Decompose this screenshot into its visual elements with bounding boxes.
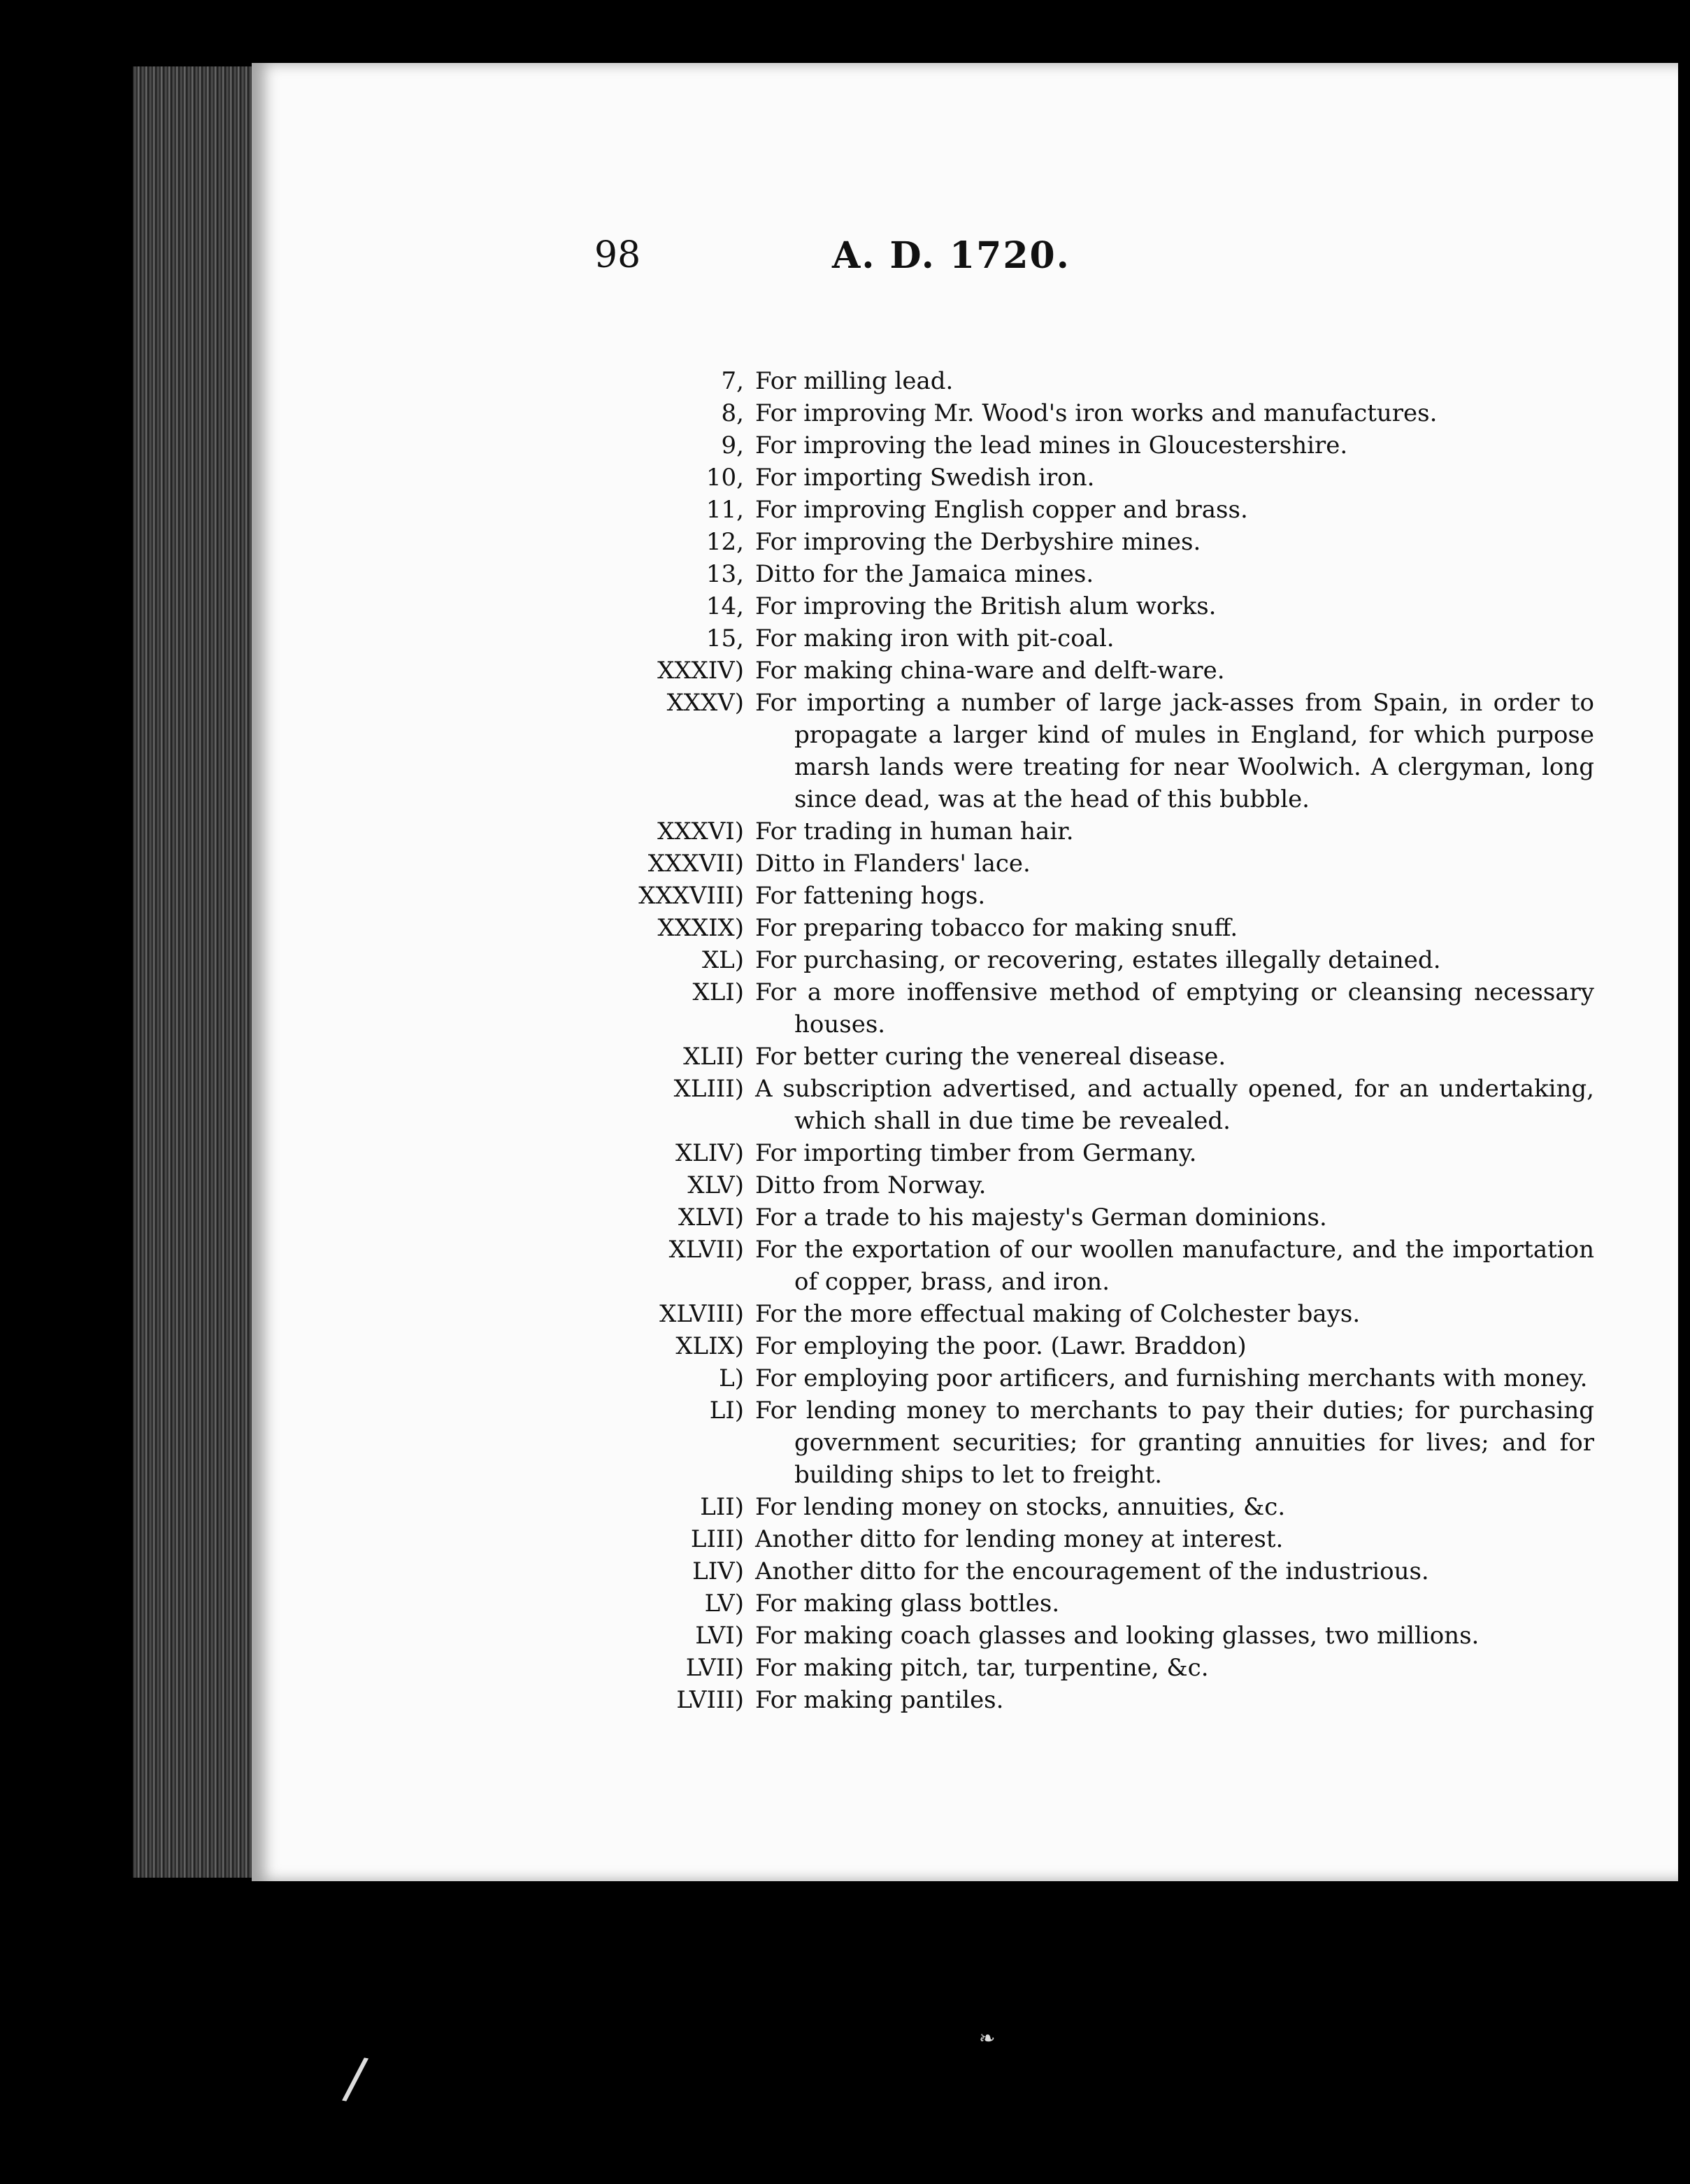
entry-text: Another ditto for the encouragement of the industrious.: [755, 1557, 1429, 1585]
entry-text: Another ditto for lending money at interest.: [755, 1525, 1284, 1553]
entry-text: A subscription advertised, and actually opened, for an undertaking, which shall in due time be revealed.: [755, 1075, 1594, 1135]
entry-number: L): [719, 1364, 744, 1392]
list-entry: [252, 1620, 1671, 1652]
entry-text: For preparing tobacco for making snuff.: [755, 914, 1238, 942]
entry-number: XXXIV): [657, 657, 744, 685]
page-number: 98: [594, 234, 641, 276]
entry-number: LII): [700, 1493, 744, 1521]
list-entry: [252, 1684, 1671, 1716]
list-entry: [252, 1587, 1671, 1620]
entry-number: XXXVII): [647, 850, 744, 878]
entry-number: XLV): [687, 1171, 744, 1199]
entry-number: LVIII): [676, 1686, 744, 1714]
list-entry: [252, 912, 1671, 944]
entry-number: LV): [704, 1590, 744, 1618]
entry-text: For a more inoffensive method of emptying or cleansing necessary houses.: [755, 978, 1594, 1039]
list-entry: [252, 1041, 1671, 1073]
list-entry: [252, 1234, 1671, 1298]
entry-text: For importing a number of large jack-asses from Spain, in order to propagate a larger kind of mules in England, for which purpose marsh lands were treating for near Woolwich. A clergyman, long since dead, was at the head of this bubble.: [755, 689, 1594, 813]
list-entry: [252, 1523, 1671, 1555]
entry-number: 10,: [706, 464, 744, 492]
list-entry: [252, 1073, 1671, 1137]
scanner-mark: /: [341, 2044, 371, 2112]
entry-number: 14,: [706, 592, 744, 620]
entry-number: XXXIX): [657, 914, 744, 942]
entry-text: For lending money to merchants to pay their duties; for purchasing government securities; for granting annuities for lives; and for building ships to let to freight.: [755, 1397, 1594, 1489]
list-entry: [252, 1555, 1671, 1587]
running-head: A. D. 1720.: [832, 234, 1070, 277]
entry-number: LVI): [695, 1622, 744, 1650]
entry-text: For making iron with pit-coal.: [755, 624, 1115, 652]
list-entry: [252, 944, 1671, 976]
entry-number: XLVII): [668, 1236, 744, 1264]
entry-number: XLIX): [675, 1332, 744, 1360]
entry-number: XL): [701, 946, 744, 974]
entry-text: For making pitch, tar, turpentine, &c.: [755, 1654, 1209, 1682]
bubble-company-list: [252, 365, 1671, 1716]
entry-text: For importing Swedish iron.: [755, 464, 1095, 492]
list-entry: [252, 397, 1671, 429]
list-entry: [252, 1394, 1671, 1491]
entry-number: 7,: [721, 367, 744, 395]
entry-number: XLIV): [675, 1139, 744, 1167]
list-entry: [252, 494, 1671, 526]
list-entry: [252, 558, 1671, 590]
list-entry: [252, 815, 1671, 848]
entry-number: 15,: [706, 624, 744, 652]
entry-text: Ditto for the Jamaica mines.: [755, 560, 1094, 588]
entry-number: XLVI): [678, 1204, 744, 1232]
list-entry: [252, 1652, 1671, 1684]
entry-text: For improving Mr. Wood's iron works and manufactures.: [755, 399, 1438, 427]
entry-text: For purchasing, or recovering, estates illegally detained.: [755, 946, 1441, 974]
list-entry: [252, 526, 1671, 558]
entry-text: For milling lead.: [755, 367, 954, 395]
book-spine-edge: [133, 66, 266, 1878]
entry-number: LVII): [685, 1654, 744, 1682]
entry-text: For better curing the venereal disease.: [755, 1043, 1226, 1071]
list-entry: [252, 1491, 1671, 1523]
entry-number: 11,: [706, 496, 744, 524]
entry-number: XXXV): [666, 689, 744, 717]
entry-text: For the exportation of our woollen manufacture, and the importation of copper, brass, and iron.: [755, 1236, 1594, 1296]
list-entry: [252, 590, 1671, 622]
printer-mark: ❧: [979, 2027, 996, 2050]
entry-number: XLII): [683, 1043, 744, 1071]
entry-number: XXXVI): [657, 818, 744, 845]
entry-text: For importing timber from Germany.: [755, 1139, 1197, 1167]
entry-text: For improving the Derbyshire mines.: [755, 528, 1201, 556]
entry-number: LI): [709, 1397, 744, 1425]
entry-number: 12,: [706, 528, 744, 556]
list-entry: [252, 687, 1671, 815]
entry-text: For making glass bottles.: [755, 1590, 1060, 1618]
list-entry: [252, 622, 1671, 655]
entry-number: XLVIII): [659, 1300, 744, 1328]
entry-text: For employing poor artificers, and furnishing merchants with money.: [755, 1364, 1588, 1392]
entry-text: For making coach glasses and looking glasses, two millions.: [755, 1622, 1480, 1650]
entry-text: For fattening hogs.: [755, 882, 986, 910]
entry-text: For a trade to his majesty's German dominions.: [755, 1204, 1327, 1232]
entry-number: XLIII): [673, 1075, 744, 1103]
list-entry: [252, 976, 1671, 1041]
entry-text: Ditto from Norway.: [755, 1171, 987, 1199]
list-entry: [252, 848, 1671, 880]
entry-number: XLI): [692, 978, 744, 1006]
list-entry: [252, 1169, 1671, 1201]
list-entry: [252, 1330, 1671, 1362]
entry-number: XXXVIII): [638, 882, 744, 910]
entry-number: 13,: [706, 560, 744, 588]
list-entry: [252, 1201, 1671, 1234]
entry-number: 8,: [721, 399, 744, 427]
list-entry: [252, 429, 1671, 462]
entry-text: For employing the poor. (Lawr. Braddon): [755, 1332, 1247, 1360]
entry-text: For making china-ware and delft-ware.: [755, 657, 1225, 685]
list-entry: [252, 462, 1671, 494]
list-entry: [252, 1298, 1671, 1330]
entry-text: For the more effectual making of Colchester bays.: [755, 1300, 1361, 1328]
book-page: [252, 63, 1678, 2050]
list-entry: [252, 1137, 1671, 1169]
list-entry: [252, 365, 1671, 397]
entry-text: For improving the lead mines in Gloucestershire.: [755, 431, 1348, 459]
entry-text: For trading in human hair.: [755, 818, 1074, 845]
page-header: [252, 234, 1678, 290]
list-entry: [252, 655, 1671, 687]
list-entry: [252, 1362, 1671, 1394]
entry-text: Ditto in Flanders' lace.: [755, 850, 1031, 878]
entry-text: For improving the British alum works.: [755, 592, 1217, 620]
entry-number: LIV): [692, 1557, 744, 1585]
entry-text: For lending money on stocks, annuities, &c.: [755, 1493, 1286, 1521]
entry-text: For improving English copper and brass.: [755, 496, 1248, 524]
entry-number: 9,: [721, 431, 744, 459]
entry-text: For making pantiles.: [755, 1686, 1004, 1714]
list-entry: [252, 880, 1671, 912]
entry-number: LIII): [690, 1525, 744, 1553]
